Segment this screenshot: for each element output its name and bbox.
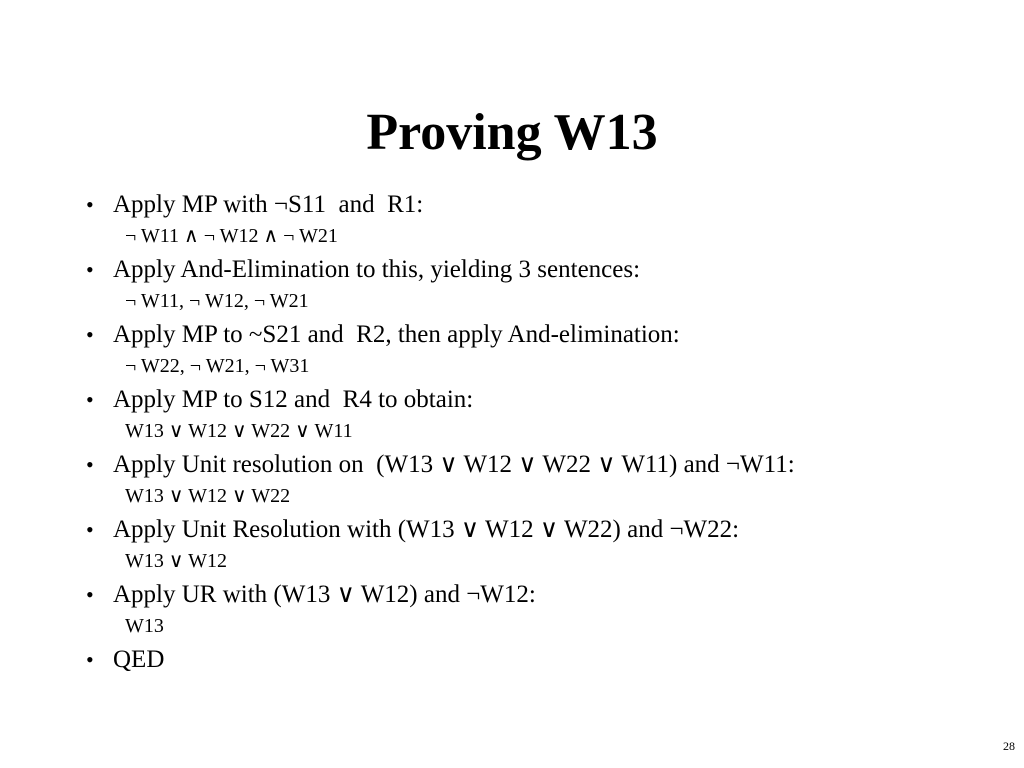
page-number: 28 [1003, 739, 1015, 753]
proof-step [86, 643, 986, 677]
step-text: • Apply MP with ¬S11 and R1: [86, 188, 986, 222]
bullet-icon: • [86, 257, 94, 282]
slide-title: Proving W13 [366, 104, 658, 161]
proof-step [86, 188, 986, 253]
proof-step [86, 318, 986, 383]
step-result: W13 ∨ W12 ∨ W22 ∨ W11 [125, 420, 353, 442]
bullet-icon: • [86, 517, 94, 542]
step-text: • Apply UR with (W13 ∨ W12) and ¬W12: [86, 578, 986, 612]
bullet-icon: • [86, 322, 94, 347]
step-text: • Apply Unit resolution on (W13 ∨ W12 ∨ W22 ∨ W11) and ¬W11: [86, 448, 986, 482]
bullet-icon: • [86, 582, 94, 607]
proof-step [86, 253, 986, 318]
step-text: • QED [86, 643, 986, 677]
bullet-icon: • [86, 192, 94, 217]
proof-step [86, 448, 986, 513]
step-result: W13 ∨ W12 ∨ W22 [125, 485, 291, 507]
step-text: • Apply MP to S12 and R4 to obtain: [86, 383, 986, 417]
step-result: W13 [125, 615, 164, 637]
step-result: ¬ W11, ¬ W12, ¬ W21 [125, 290, 309, 312]
proof-step [86, 383, 986, 448]
proof-step [86, 513, 986, 578]
step-text: • Apply And-Elimination to this, yielding 3 sentences: [86, 253, 986, 287]
step-result: ¬ W22, ¬ W21, ¬ W31 [125, 355, 310, 377]
proof-step [86, 578, 986, 643]
step-text: • Apply MP to ~S21 and R2, then apply And-elimination: [86, 318, 986, 352]
bullet-icon: • [86, 387, 94, 412]
bullet-icon: • [86, 452, 94, 477]
step-result: W13 ∨ W12 [125, 550, 228, 572]
step-result: ¬ W11 ∧ ¬ W12 ∧ ¬ W21 [125, 225, 338, 247]
step-text: • Apply Unit Resolution with (W13 ∨ W12 ∨ W22) and ¬W22: [86, 513, 986, 547]
bullet-icon: • [86, 647, 94, 672]
proof-steps-list [86, 188, 986, 677]
